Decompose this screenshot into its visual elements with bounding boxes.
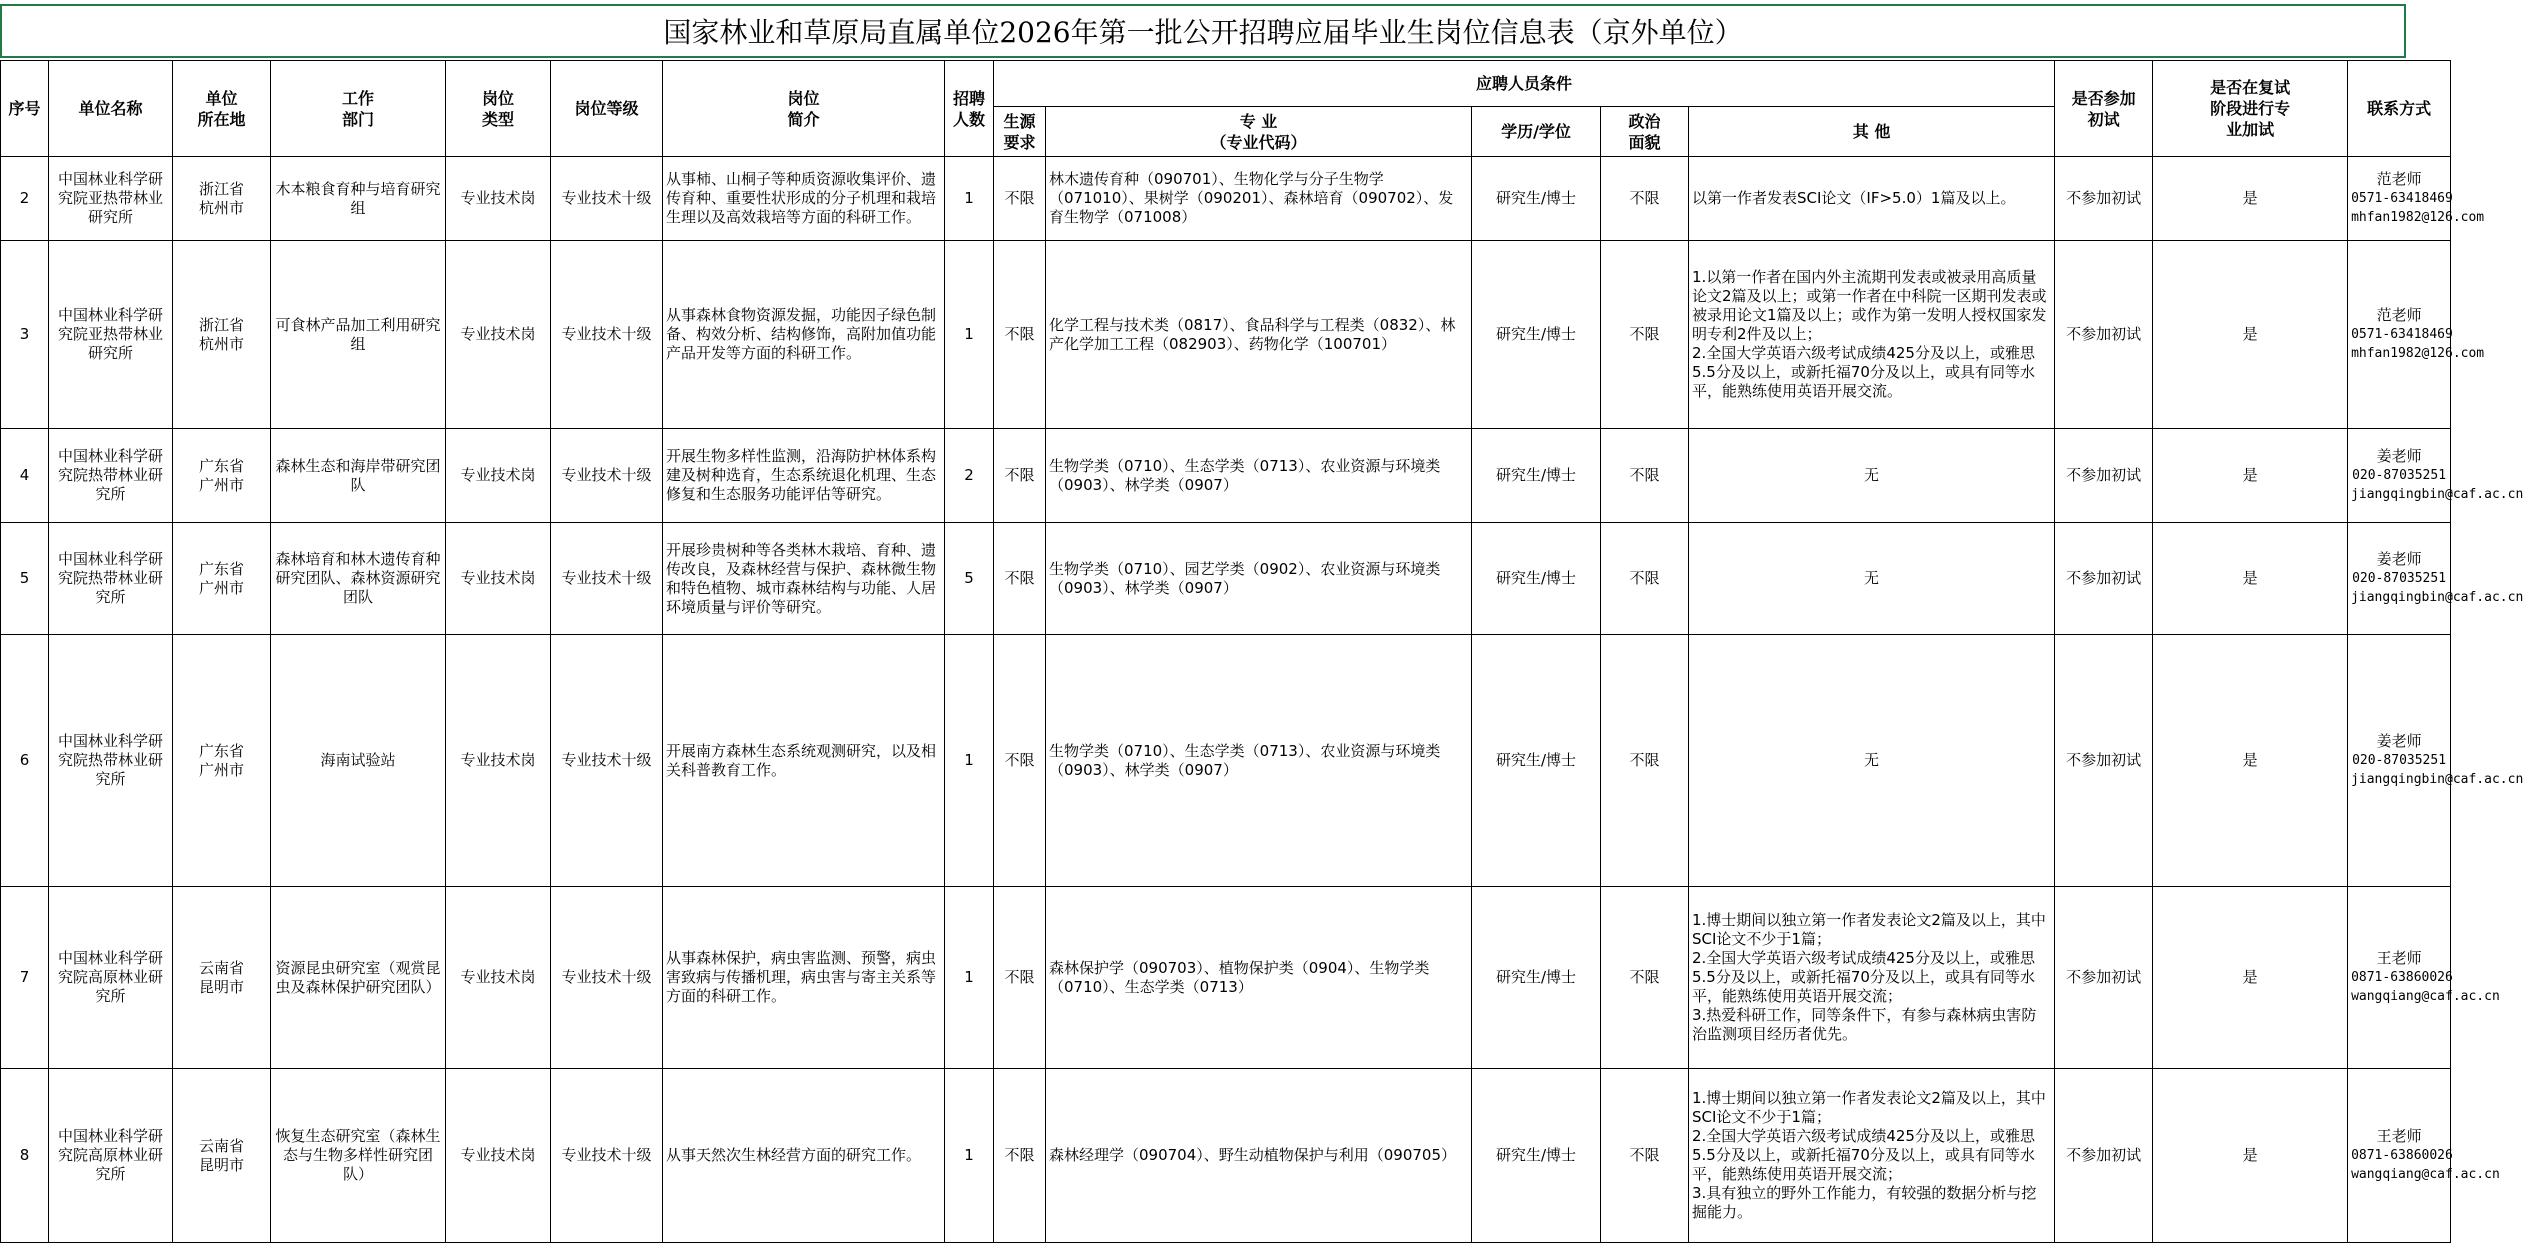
cell-extra: 是 [2153,887,2348,1069]
cell-other-text: 以第一作者发表SCI论文（IF>5.0）1篇及以上。 [1692,189,2016,207]
cell-post-type: 专业技术岗 [446,523,551,635]
contact-phone: 0871-63860026 [2351,970,2453,985]
cell-intro: 开展珍贵树种等各类林木栽培、育种、遗传改良，及森林经营与保护、森林微生物和特色植物、城市森林结构与功能、人居环境质量与评价等研究。 [663,523,945,635]
cell-other-text: 无 [1864,466,1880,484]
cell-post-level: 专业技术十级 [551,887,663,1069]
cell-department: 森林培育和林木遗传育种研究团队、森林资源研究团队 [271,523,446,635]
cell-other-text: 无 [1864,569,1880,587]
cell-count: 2 [945,429,994,523]
header-unit-name: 单位名称 [49,61,173,157]
cell-other [1689,1069,2055,1243]
contact-phone: 020-87035251 [2352,468,2447,483]
cell-major: 生物学类（0710）、生态学类（0713）、农业资源与环境类（0903）、林学类（0907） [1046,429,1472,523]
cell-location [173,1069,271,1243]
cell-contact [2348,887,2500,1069]
cell-count: 1 [945,157,994,241]
cell-post-type: 专业技术岗 [446,635,551,887]
cell-count: 1 [945,887,994,1069]
contact-email[interactable]: mhfan1982@126.com [2351,210,2485,225]
table-row [1,157,2451,241]
contact-email[interactable]: mhfan1982@126.com [2351,346,2485,361]
cell-initial: 不参加初试 [2055,523,2153,635]
job-table [0,60,2523,1243]
cell-intro: 开展南方森林生态系统观测研究，以及相关科普教育工作。 [663,635,945,887]
cell-source: 不限 [994,241,1046,429]
cell-location-text: 浙江省 杭州市 [198,315,244,353]
cell-political: 不限 [1601,635,1689,887]
cell-political: 不限 [1601,429,1689,523]
cell-post-level: 专业技术十级 [551,1069,663,1243]
header-department-text: 工作 部门 [341,88,374,129]
header-degree: 学历/学位 [1472,107,1601,157]
contact-name: 范老师 [2376,170,2422,188]
contact-phone: 0571-63418469 [2351,191,2453,206]
cell-political: 不限 [1601,241,1689,429]
cell-intro: 从事森林食物资源发掘，功能因子绿色制备、构效分析、结构修饰，高附加值功能产品开发等方面的科研工作。 [663,241,945,429]
contact-phone: 0571-63418469 [2351,327,2453,342]
cell-intro: 从事森林保护，病虫害监测、预警，病虫害致病与传播机理，病虫害与寄主关系等方面的科研工作。 [663,887,945,1069]
cell-political: 不限 [1601,1069,1689,1243]
cell-seq: 6 [1,635,49,887]
cell-count: 1 [945,241,994,429]
header-post-type [446,61,551,157]
contact-phone: 020-87035251 [2352,571,2447,586]
cell-other [1689,241,2055,429]
cell-initial: 不参加初试 [2055,429,2153,523]
contact-email[interactable]: wangqiang@caf.ac.cn [2351,1167,2500,1182]
table-title: 国家林业和草原局直属单位2026年第一批公开招聘应届毕业生岗位信息表（京外单位） [0,4,2406,58]
header-initial-exam [2055,61,2153,157]
header-major-text: 专 业 （专业代码） [1210,111,1307,152]
cell-other [1689,887,2055,1069]
cell-extra: 是 [2153,241,2348,429]
cell-degree: 研究生/博士 [1472,635,1601,887]
contact-phone: 0871-63860026 [2351,1148,2453,1163]
cell-location [173,523,271,635]
cell-unit-name: 中国林业科学研究院热带林业研究所 [49,635,173,887]
cell-contact [2348,635,2523,887]
cell-source: 不限 [994,887,1046,1069]
header-seq: 序号 [1,61,49,157]
cell-seq: 4 [1,429,49,523]
cell-location [173,429,271,523]
cell-major: 森林经理学（090704）、野生动植物保护与利用（090705） [1046,1069,1472,1243]
cell-unit-name: 中国林业科学研究院热带林业研究所 [49,523,173,635]
header-contact: 联系方式 [2348,61,2451,157]
cell-source: 不限 [994,635,1046,887]
cell-other [1689,157,2055,241]
cell-department: 木本粮食育种与培育研究组 [271,157,446,241]
table-body [1,157,2523,1243]
cell-unit-name: 中国林业科学研究院亚热带林业研究所 [49,157,173,241]
cell-other [1689,635,2055,887]
cell-count: 1 [945,1069,994,1243]
cell-location-text: 广东省 广州市 [198,456,244,494]
table-row [1,523,2451,635]
contact-name: 王老师 [2376,949,2422,967]
cell-contact [2348,523,2523,635]
contact-email[interactable]: jiangqingbin@caf.ac.cn [2351,590,2523,605]
cell-count: 5 [945,523,994,635]
header-hire-count-text: 招聘 人数 [952,88,985,129]
cell-location [173,157,271,241]
cell-seq: 3 [1,241,49,429]
table-row [1,635,2451,887]
cell-initial: 不参加初试 [2055,157,2153,241]
table-row [1,429,2451,523]
header-post-type-text: 岗位 类型 [481,88,514,129]
header-unit-location-text: 单位 所在地 [197,88,246,129]
cell-department: 恢复生态研究室（森林生态与生物多样性研究团队） [271,1069,446,1243]
cell-source: 不限 [994,523,1046,635]
cell-extra: 是 [2153,429,2348,523]
header-other: 其 他 [1689,107,2055,157]
cell-seq: 7 [1,887,49,1069]
cell-intro: 从事天然次生林经营方面的研究工作。 [663,1069,945,1243]
cell-extra: 是 [2153,523,2348,635]
header-extra-exam [2153,61,2348,157]
header-extra-exam-text: 是否在复试 阶段进行专 业加试 [2210,78,2291,139]
contact-email[interactable]: jiangqingbin@caf.ac.cn [2351,772,2523,787]
cell-degree: 研究生/博士 [1472,1069,1601,1243]
header-conditions: 应聘人员条件 [994,61,2055,107]
cell-major: 化学工程与技术类（0817）、食品科学与工程类（0832）、林产化学加工工程（082903）、药物化学（100701） [1046,241,1472,429]
cell-department: 资源昆虫研究室（观赏昆虫及森林保护研究团队） [271,887,446,1069]
cell-post-level: 专业技术十级 [551,635,663,887]
cell-degree: 研究生/博士 [1472,157,1601,241]
header-post-intro-text: 岗位 简介 [787,88,820,129]
cell-post-level: 专业技术十级 [551,157,663,241]
header-post-level: 岗位等级 [551,61,663,157]
table-row [1,887,2451,1069]
contact-name: 王老师 [2376,1127,2422,1145]
cell-post-level: 专业技术十级 [551,523,663,635]
header-political [1601,107,1689,157]
cell-other-text: 1.博士期间以独立第一作者发表论文2篇及以上，其中SCI论文不少于1篇； 2.全国大学英语六级考试成绩425分及以上，或雅思5.5分及以上，或新托福70分及以上，或具有同等水平，能熟练使用英语开展交流； 3.热爱科研工作，同等条件下，有参与森林病虫害防治监测项目经历者优先。 [1692,911,2046,1043]
cell-post-level: 专业技术十级 [551,429,663,523]
cell-major: 林木遗传育种（090701）、生物化学与分子生物学（071010）、果树学（090201）、森林培育（090702）、发育生物学（071008） [1046,157,1472,241]
contact-name: 范老师 [2376,306,2422,324]
cell-contact [2348,429,2523,523]
cell-political: 不限 [1601,523,1689,635]
contact-email[interactable]: wangqiang@caf.ac.cn [2351,989,2500,1004]
contact-phone: 020-87035251 [2352,753,2447,768]
table-row [1,241,2451,429]
cell-contact [2348,1069,2500,1243]
header-department [271,61,446,157]
cell-post-type: 专业技术岗 [446,241,551,429]
cell-intro: 开展生物多样性监测，沿海防护林体系构建及树种选育，生态系统退化机理、生态修复和生态服务功能评估等研究。 [663,429,945,523]
header-political-text: 政治 面貌 [1628,111,1661,152]
header-unit-location [173,61,271,157]
cell-intro: 从事柿、山桐子等种质资源收集评价、遗传育种、重要性状形成的分子机理和栽培生理以及高效栽培等方面的科研工作。 [663,157,945,241]
cell-location-text: 广东省 广州市 [198,559,244,597]
cell-location-text: 广东省 广州市 [198,741,244,779]
cell-major: 森林保护学（090703）、植物保护类（0904）、生物学类（0710）、生态学类（0713） [1046,887,1472,1069]
cell-department: 可食林产品加工利用研究组 [271,241,446,429]
cell-degree: 研究生/博士 [1472,523,1601,635]
cell-source: 不限 [994,1069,1046,1243]
cell-unit-name: 中国林业科学研究院热带林业研究所 [49,429,173,523]
cell-initial: 不参加初试 [2055,887,2153,1069]
cell-location-text: 云南省 昆明市 [198,1136,244,1174]
cell-location [173,887,271,1069]
cell-seq: 5 [1,523,49,635]
cell-department: 森林生态和海岸带研究团队 [271,429,446,523]
cell-seq: 2 [1,157,49,241]
cell-other-text: 1.博士期间以独立第一作者发表论文2篇及以上，其中SCI论文不少于1篇； 2.全国大学英语六级考试成绩425分及以上，或雅思5.5分及以上，或新托福70分及以上，或具有同等水平，能熟练使用英语开展交流； 3.具有独立的野外工作能力，有较强的数据分析与挖掘能力。 [1692,1089,2046,1221]
cell-contact [2348,241,2485,429]
contact-name: 姜老师 [2376,447,2422,465]
table-row [1,1069,2451,1243]
cell-post-type: 专业技术岗 [446,157,551,241]
cell-major: 生物学类（0710）、园艺学类（0902）、农业资源与环境类（0903）、林学类（0907） [1046,523,1472,635]
cell-initial: 不参加初试 [2055,1069,2153,1243]
cell-degree: 研究生/博士 [1472,241,1601,429]
cell-post-type: 专业技术岗 [446,429,551,523]
cell-count: 1 [945,635,994,887]
cell-extra: 是 [2153,157,2348,241]
cell-other-text: 1.以第一作者在国内外主流期刊发表或被录用高质量论文2篇及以上；或第一作者在中科院一区期刊发表或被录用论文1篇及以上；或作为第一发明人授权国家发明专利2件及以上； 2.全国大学英语六级考试成绩425分及以上，或雅思5.5分及以上，或新托福70分及以上，或具有同等水平，能熟练使用英语开展交流。 [1692,268,2047,400]
cell-degree: 研究生/博士 [1472,887,1601,1069]
cell-degree: 研究生/博士 [1472,429,1601,523]
contact-email[interactable]: jiangqingbin@caf.ac.cn [2351,487,2523,502]
cell-unit-name: 中国林业科学研究院高原林业研究所 [49,887,173,1069]
cell-seq: 8 [1,1069,49,1243]
cell-location [173,241,271,429]
cell-location-text: 云南省 昆明市 [198,958,244,996]
header-hire-count [945,61,994,157]
cell-source: 不限 [994,157,1046,241]
cell-unit-name: 中国林业科学研究院高原林业研究所 [49,1069,173,1243]
contact-name: 姜老师 [2376,550,2422,568]
cell-department: 海南试验站 [271,635,446,887]
cell-location [173,635,271,887]
cell-location-text: 浙江省 杭州市 [198,179,244,217]
header-source [994,107,1046,157]
header-major [1046,107,1472,157]
cell-political: 不限 [1601,157,1689,241]
cell-extra: 是 [2153,1069,2348,1243]
cell-unit-name: 中国林业科学研究院亚热带林业研究所 [49,241,173,429]
cell-source: 不限 [994,429,1046,523]
cell-political: 不限 [1601,887,1689,1069]
cell-initial: 不参加初试 [2055,241,2153,429]
cell-post-type: 专业技术岗 [446,887,551,1069]
contact-name: 姜老师 [2376,732,2422,750]
cell-extra: 是 [2153,635,2348,887]
header-source-text: 生源 要求 [1003,111,1036,152]
cell-contact [2348,157,2485,241]
cell-other [1689,523,2055,635]
header-initial-exam-text: 是否参加 初试 [2071,88,2136,129]
header-post-intro [663,61,945,157]
cell-major: 生物学类（0710）、生态学类（0713）、农业资源与环境类（0903）、林学类（0907） [1046,635,1472,887]
cell-initial: 不参加初试 [2055,635,2153,887]
cell-other [1689,429,2055,523]
cell-other-text: 无 [1864,751,1880,769]
cell-post-type: 专业技术岗 [446,1069,551,1243]
cell-post-level: 专业技术十级 [551,241,663,429]
